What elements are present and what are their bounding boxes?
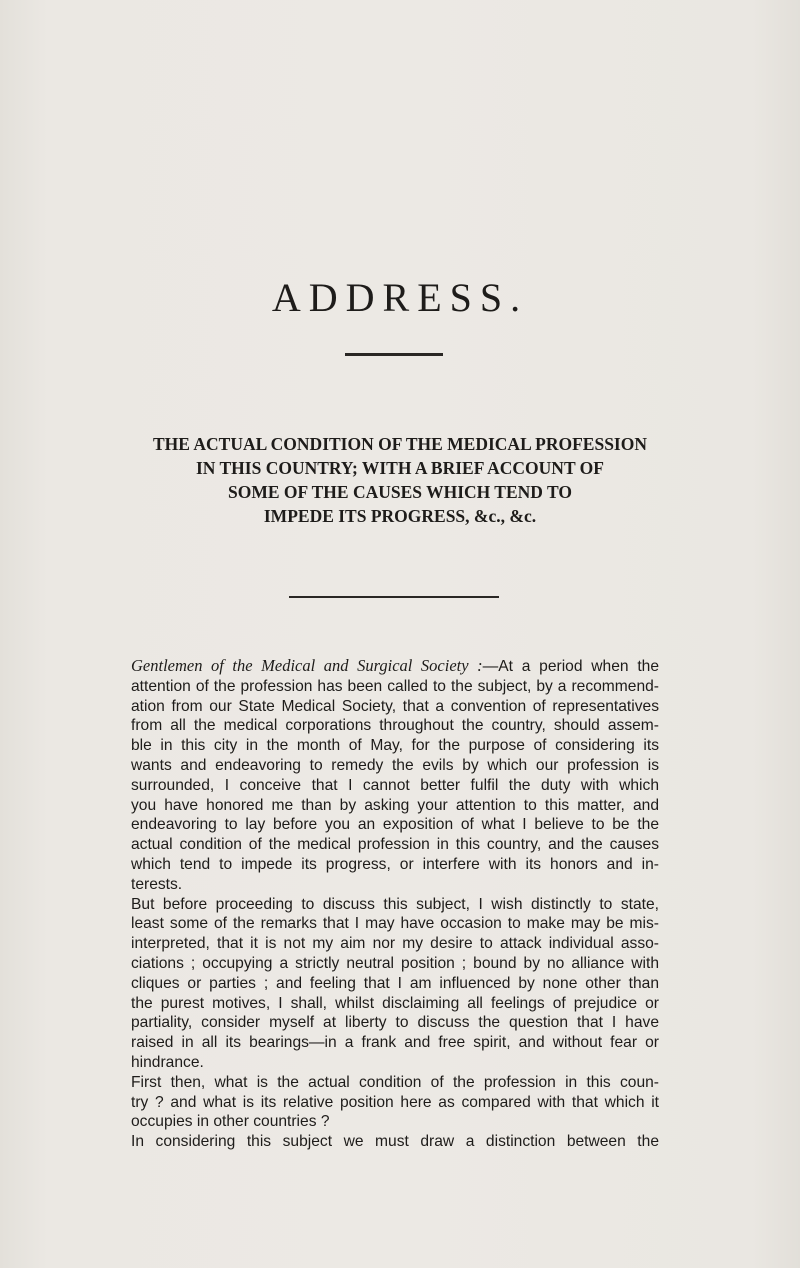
section-heading — [80, 432, 720, 528]
body-line: ble in this city in the month of May, for the purpose of considering its — [131, 737, 659, 755]
body-line: ation from our State Medical Society, that a convention of representatives — [131, 697, 659, 715]
heading-line: IN THIS COUNTRY; WITH A BRIEF ACCOUNT OF — [196, 458, 604, 478]
body-line: But before proceeding to discuss this subject, I wish distinctly to state, — [131, 895, 659, 913]
heading-line: SOME OF THE CAUSES WHICH TEND TO — [228, 482, 572, 502]
body-line: occupies in other countries ? — [131, 1113, 330, 1131]
salutation: Gentlemen of the Medical and Surgical Society : — [131, 656, 483, 675]
body-line: cliques or parties ; and feeling that I am influenced by none other than — [131, 974, 659, 992]
heading-divider — [289, 596, 499, 598]
body-line: terests. — [131, 875, 183, 893]
body-line: interpreted, that it is not my aim nor my desire to attack individual asso- — [131, 935, 659, 953]
body-line — [131, 656, 659, 677]
body-line: which tend to impede its progress, or interfere with its honors and in- — [131, 855, 659, 873]
heading-line: IMPEDE ITS PROGRESS, &c., &c. — [263, 506, 537, 526]
title-divider — [345, 353, 443, 356]
body-line: endeavoring to lay before you an exposition of what I believe to be the — [131, 816, 659, 834]
body-line: In considering this subject we must draw a distinction between the — [131, 1133, 659, 1151]
body-line: actual condition of the medical profession in this country, and the causes — [131, 836, 659, 854]
body-text — [131, 656, 659, 1152]
body-line: attention of the profession has been called to the subject, by a recommend- — [131, 677, 659, 695]
body-line: from all the medical corporations throughout the country, should assem- — [131, 717, 659, 735]
body-line: partiality, consider myself at liberty to discuss the question that I have — [131, 1014, 659, 1032]
body-line: First then, what is the actual condition of the profession in this coun- — [131, 1073, 659, 1091]
heading-line: THE ACTUAL CONDITION OF THE MEDICAL PROFESSION — [153, 434, 647, 454]
body-line: surrounded, I conceive that I cannot better fulfil the duty with which — [131, 776, 659, 794]
body-line: the purest motives, I shall, whilst disclaiming all feelings of prejudice or — [131, 994, 659, 1012]
body-line-text: —At a period when the — [482, 658, 659, 675]
body-line: try ? and what is its relative position here as compared with that which it — [131, 1093, 659, 1111]
page-title: ADDRESS. — [271, 275, 529, 320]
body-line: wants and endeavoring to remedy the evils by which our profession is — [131, 756, 659, 774]
body-line: hindrance. — [131, 1053, 204, 1071]
body-line: raised in all its bearings—in a frank and free spirit, and without fear or — [131, 1034, 659, 1052]
body-line: you have honored me than by asking your attention to this matter, and — [131, 796, 659, 814]
body-line: ciations ; occupying a strictly neutral position ; bound by no alliance with — [131, 954, 659, 972]
body-line: least some of the remarks that I may have occasion to make may be mis- — [131, 915, 659, 933]
